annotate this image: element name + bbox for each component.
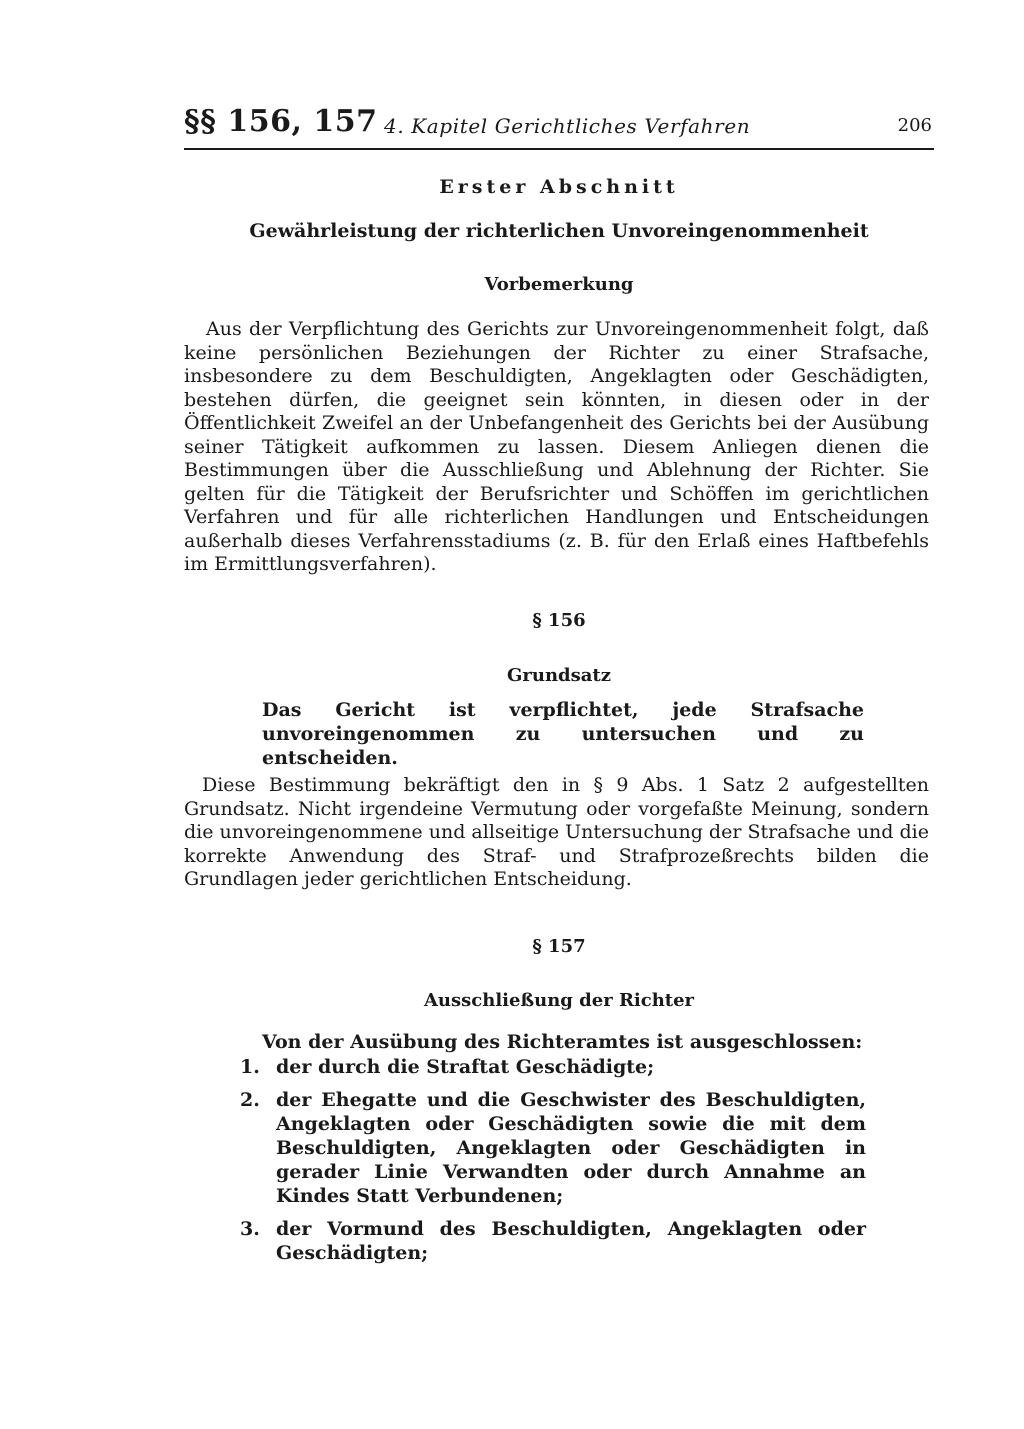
section-label: Erster Abschnitt bbox=[439, 176, 679, 198]
paragraph-157-number: § 157 bbox=[532, 936, 586, 957]
list-item-number: 2. bbox=[240, 1089, 260, 1111]
header-chapter: 4. Kapitel Gerichtliches Verfahren bbox=[384, 114, 751, 138]
paragraph-157-intro: Von der Ausübung des Richteramtes ist ausgeschlossen: bbox=[262, 1031, 863, 1053]
list-item-text: der Ehegatte und die Geschwister des Beschuldigten, Angeklagten oder Geschädigten sowie die mit dem Beschuldigten, Angeklagten oder Geschädigten in gerader Linie Verwandten oder durch Annahme an Kindes Statt Verbundenen; bbox=[276, 1089, 866, 1207]
paragraph-156-rule: Das Gericht ist verpflichtet, jede Strafsache unvoreingenommen zu untersuchen und zu entscheiden. bbox=[262, 699, 864, 769]
preliminary-text: Aus der Verpflichtung des Gerichts zur Unvoreingenommenheit folgt, daß keine persönlichen Beziehungen der Richter zu einer Strafsache, insbesondere zu dem Beschuldigten, Angeklagten oder Geschädigten, bestehen dürfen, die geeignet sein könnten, in diesen oder in der Öffentlichkeit Zweifel an der Unbefangenheit des Gerichts bei der Ausübung seiner Tätigkeit aufkommen zu lassen. Diesem Anliegen dienen die Bestimmungen über die Ausschließung und Ablehnung der Richter. Sie gelten für die Tätigkeit der Berufsrichter und Schöffen im gerichtlichen Verfahren und für alle richterlichen Handlungen und Entscheidungen außerhalb dieses Verfahrensstadiums (z. B. für den Erlaß eines Haftbefehls im Ermittlungsverfahren). bbox=[184, 318, 929, 575]
section-title: Gewährleistung der richterlichen Unvoreingenommenheit bbox=[249, 220, 869, 242]
running-header bbox=[184, 104, 934, 150]
list-item-number: 1. bbox=[240, 1056, 260, 1078]
paragraph-156-comment: Diese Bestimmung bekräftigt den in § 9 Abs. 1 Satz 2 aufgestellten Grundsatz. Nicht irgendeine Vermutung oder vorgefaßte Meinung, sondern die unvoreingenommene und allseitige Untersuchung der Strafsache und die korrekte Anwendung des Straf- und Strafprozeßrechts bilden die Grundlagen jeder gerichtlichen Entscheidung. bbox=[184, 774, 929, 890]
list-item bbox=[240, 1217, 866, 1265]
page-number: 206 bbox=[897, 115, 932, 136]
paragraph-156-title: Grundsatz bbox=[507, 665, 611, 686]
list-item-number: 3. bbox=[240, 1218, 260, 1240]
preliminary-title: Vorbemerkung bbox=[484, 274, 634, 295]
paragraph-156-number: § 156 bbox=[532, 610, 586, 631]
header-section-ref: §§ 156, 157 bbox=[184, 104, 378, 139]
exclusion-list bbox=[240, 1055, 866, 1274]
list-item-text: der durch die Straftat Geschädigte; bbox=[276, 1056, 655, 1078]
list-item-text: der Vormund des Beschuldigten, Angeklagten oder Geschädigten; bbox=[276, 1218, 866, 1264]
paragraph-157-title: Ausschließung der Richter bbox=[423, 990, 695, 1011]
header-rule bbox=[184, 148, 934, 150]
list-item bbox=[240, 1088, 866, 1208]
list-item bbox=[240, 1055, 866, 1079]
